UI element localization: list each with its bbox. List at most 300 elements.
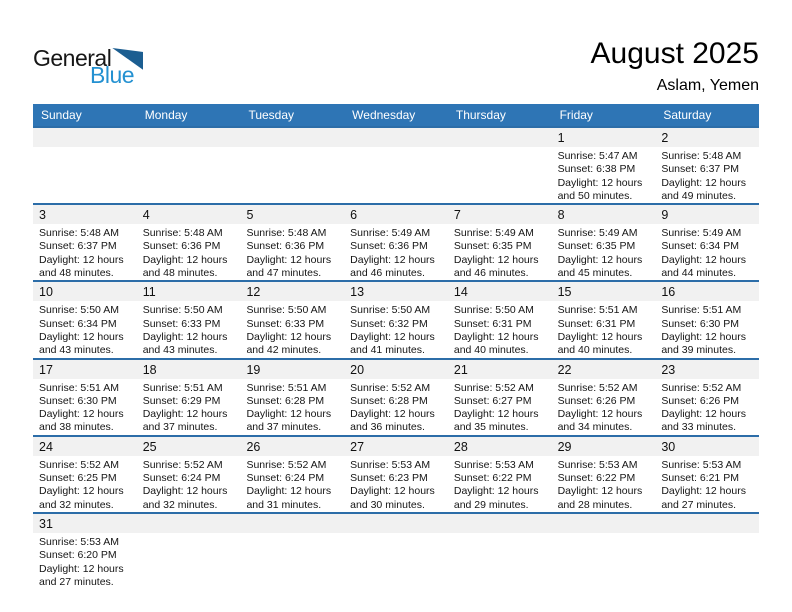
day-cell bbox=[240, 437, 344, 512]
day-cell bbox=[33, 128, 137, 203]
day-number: 19 bbox=[246, 362, 261, 377]
day-cell-text-line: Sunset: 6:31 PM bbox=[453, 317, 532, 330]
day-cell bbox=[344, 282, 448, 357]
day-details bbox=[655, 301, 759, 357]
day-cell-text-line: Daylight: 12 hours bbox=[661, 253, 746, 266]
day-cell-text-line: Daylight: 12 hours bbox=[246, 485, 332, 498]
day-cell bbox=[240, 360, 344, 435]
day-cell bbox=[552, 360, 656, 435]
day-cell-text-line: Sunrise: 5:53 AM bbox=[453, 458, 534, 471]
day-cell-text-line: Sunrise: 5:49 AM bbox=[661, 227, 742, 240]
day-cell-text-line: Sunset: 6:23 PM bbox=[350, 472, 428, 485]
day-number-strip bbox=[655, 128, 759, 147]
day-cell-text-line: and 32 minutes. bbox=[142, 498, 218, 511]
day-number-strip bbox=[655, 205, 759, 224]
day-details bbox=[33, 533, 137, 589]
day-cell-text-line: Daylight: 12 hours bbox=[661, 408, 746, 421]
day-cell-text-line: Sunset: 6:25 PM bbox=[39, 472, 117, 485]
day-cell-text-line: Sunrise: 5:53 AM bbox=[661, 458, 742, 471]
day-details bbox=[344, 224, 448, 280]
day-cell-text-line: Daylight: 12 hours bbox=[246, 408, 332, 421]
day-cell bbox=[240, 128, 344, 203]
day-cell-text-line: Sunset: 6:21 PM bbox=[661, 472, 739, 485]
weekday-header-cell: Thursday bbox=[455, 108, 506, 122]
day-number: 31 bbox=[39, 516, 53, 531]
day-details bbox=[33, 301, 137, 357]
day-cell-text-line: Sunset: 6:37 PM bbox=[661, 163, 739, 176]
day-number-strip bbox=[33, 205, 137, 224]
calendar-grid bbox=[33, 104, 759, 600]
day-number-strip bbox=[344, 205, 448, 224]
day-cell bbox=[552, 514, 656, 600]
day-details bbox=[552, 224, 656, 280]
day-cell-text-line: Sunset: 6:33 PM bbox=[142, 317, 221, 330]
day-cell-text-line: and 50 minutes. bbox=[557, 189, 633, 202]
day-cell-text-line: and 38 minutes. bbox=[39, 421, 114, 434]
day-details bbox=[137, 379, 241, 435]
day-number: 3 bbox=[39, 208, 46, 223]
day-cell-text-line: Sunset: 6:22 PM bbox=[557, 472, 636, 485]
day-cell-text-line: Daylight: 12 hours bbox=[661, 485, 746, 498]
day-details bbox=[240, 224, 344, 280]
day-details bbox=[137, 147, 241, 150]
day-cell-text-line: and 34 minutes. bbox=[557, 421, 633, 434]
day-details bbox=[552, 379, 656, 435]
day-number: 18 bbox=[142, 362, 157, 377]
day-cell-text-line: Sunrise: 5:50 AM bbox=[142, 304, 223, 317]
day-cell bbox=[33, 205, 137, 280]
day-number-strip bbox=[552, 437, 656, 456]
day-number-strip bbox=[655, 282, 759, 301]
day-cell-text-line: and 37 minutes. bbox=[246, 421, 322, 434]
day-cell bbox=[137, 360, 241, 435]
day-details bbox=[552, 301, 656, 357]
day-number-strip bbox=[552, 282, 656, 301]
day-number-strip bbox=[448, 205, 552, 224]
day-cell bbox=[33, 514, 137, 600]
day-cell-text-line: Daylight: 12 hours bbox=[557, 253, 643, 266]
day-cell bbox=[448, 205, 552, 280]
day-cell bbox=[137, 128, 241, 203]
day-number-strip bbox=[344, 282, 448, 301]
day-cell bbox=[448, 128, 552, 203]
day-number-strip bbox=[240, 514, 344, 533]
day-number-strip bbox=[33, 514, 137, 533]
day-cell-text-line: Sunset: 6:34 PM bbox=[661, 240, 739, 253]
day-cell-text-line: Sunset: 6:32 PM bbox=[350, 317, 428, 330]
day-cell-text-line: Sunset: 6:34 PM bbox=[39, 317, 117, 330]
day-cell-text-line: Daylight: 12 hours bbox=[350, 330, 435, 343]
day-cell-text-line: and 39 minutes. bbox=[661, 344, 737, 357]
day-cell-text-line: Daylight: 12 hours bbox=[453, 330, 539, 343]
day-number: 26 bbox=[246, 439, 261, 454]
day-cell-text-line: and 43 minutes. bbox=[142, 344, 218, 357]
day-cell-text-line: Daylight: 12 hours bbox=[39, 253, 124, 266]
day-cell-text-line: Daylight: 12 hours bbox=[142, 408, 228, 421]
day-number-strip bbox=[655, 360, 759, 379]
day-details bbox=[344, 456, 448, 512]
day-number-strip bbox=[344, 437, 448, 456]
day-cell bbox=[33, 360, 137, 435]
day-number: 30 bbox=[661, 439, 676, 454]
day-number-strip bbox=[137, 360, 241, 379]
day-cell bbox=[552, 205, 656, 280]
day-cell-text-line: Sunrise: 5:52 AM bbox=[557, 381, 638, 394]
day-cell bbox=[655, 514, 759, 600]
day-cell-text-line: Sunrise: 5:47 AM bbox=[557, 150, 638, 162]
day-cell-text-line: Daylight: 12 hours bbox=[142, 330, 228, 343]
day-cell-text-line: Sunset: 6:36 PM bbox=[246, 240, 325, 253]
week-row bbox=[33, 358, 759, 435]
weekday-header-row bbox=[33, 104, 759, 126]
day-number: 1 bbox=[557, 131, 565, 145]
day-cell-text-line: Sunrise: 5:52 AM bbox=[142, 458, 223, 471]
day-cell-text-line: Daylight: 12 hours bbox=[557, 485, 643, 498]
week-row bbox=[33, 512, 759, 600]
day-number: 12 bbox=[246, 285, 261, 300]
day-cell-text-line: and 48 minutes. bbox=[39, 267, 114, 280]
day-cell bbox=[448, 437, 552, 512]
day-cell-text-line: and 43 minutes. bbox=[39, 344, 114, 357]
day-details bbox=[344, 533, 448, 536]
day-cell bbox=[448, 514, 552, 600]
day-number-strip bbox=[655, 514, 759, 533]
day-cell-text-line: Sunrise: 5:48 AM bbox=[246, 227, 327, 240]
day-cell-text-line: and 33 minutes. bbox=[661, 421, 737, 434]
day-number: 2 bbox=[661, 131, 669, 145]
day-number: 6 bbox=[350, 208, 358, 223]
day-cell-text-line: Sunrise: 5:51 AM bbox=[246, 381, 327, 394]
day-details bbox=[137, 224, 241, 280]
day-cell-text-line: Sunset: 6:28 PM bbox=[350, 394, 428, 407]
day-cell-text-line: Sunrise: 5:50 AM bbox=[350, 304, 431, 317]
day-number-strip bbox=[655, 437, 759, 456]
month-title: August 2025 bbox=[590, 37, 759, 70]
day-cell-text-line: Sunrise: 5:52 AM bbox=[350, 381, 431, 394]
day-details bbox=[33, 379, 137, 435]
day-cell-text-line: and 41 minutes. bbox=[350, 344, 425, 357]
day-cell bbox=[344, 128, 448, 203]
day-cell-text-line: and 45 minutes. bbox=[557, 267, 633, 280]
day-cell-text-line: Daylight: 12 hours bbox=[661, 330, 746, 343]
day-cell-text-line: Sunrise: 5:51 AM bbox=[39, 381, 119, 394]
day-number-strip bbox=[240, 437, 344, 456]
day-details bbox=[448, 533, 552, 536]
day-number-strip bbox=[33, 360, 137, 379]
day-cell bbox=[344, 514, 448, 600]
day-details bbox=[33, 224, 137, 280]
day-number-strip bbox=[137, 437, 241, 456]
day-number: 17 bbox=[39, 362, 53, 377]
day-cell-text-line: Sunset: 6:30 PM bbox=[39, 394, 117, 407]
day-cell bbox=[552, 437, 656, 512]
day-details bbox=[240, 147, 344, 150]
day-cell-text-line: Daylight: 12 hours bbox=[246, 330, 332, 343]
day-cell-text-line: Sunrise: 5:51 AM bbox=[661, 304, 742, 317]
day-cell-text-line: Daylight: 12 hours bbox=[453, 408, 539, 421]
day-cell-text-line: Sunrise: 5:52 AM bbox=[246, 458, 327, 471]
day-cell bbox=[655, 437, 759, 512]
day-details bbox=[448, 301, 552, 357]
day-cell bbox=[655, 205, 759, 280]
day-cell bbox=[552, 128, 656, 203]
day-details bbox=[448, 224, 552, 280]
day-number-strip bbox=[137, 514, 241, 533]
day-cell-text-line: and 49 minutes. bbox=[661, 189, 737, 202]
day-cell-text-line: Daylight: 12 hours bbox=[246, 253, 332, 266]
day-number: 16 bbox=[661, 285, 676, 300]
day-number: 7 bbox=[453, 208, 461, 223]
day-cell-text-line: Daylight: 12 hours bbox=[350, 408, 435, 421]
general-blue-logo bbox=[33, 46, 143, 86]
day-cell-text-line: Sunrise: 5:53 AM bbox=[557, 458, 638, 471]
day-details bbox=[344, 147, 448, 150]
day-number-strip bbox=[448, 128, 552, 147]
day-cell bbox=[137, 514, 241, 600]
day-cell-text-line: and 44 minutes. bbox=[661, 267, 737, 280]
day-cell-text-line: Sunrise: 5:50 AM bbox=[39, 304, 119, 317]
day-cell bbox=[240, 514, 344, 600]
day-cell-text-line: Sunrise: 5:53 AM bbox=[39, 535, 119, 548]
day-cell-text-line: and 27 minutes. bbox=[661, 498, 737, 511]
day-number: 9 bbox=[661, 208, 669, 223]
day-cell bbox=[137, 205, 241, 280]
week-row bbox=[33, 280, 759, 357]
day-cell-text-line: Sunrise: 5:50 AM bbox=[246, 304, 327, 317]
day-details bbox=[137, 533, 241, 536]
day-number: 25 bbox=[142, 439, 157, 454]
day-cell-text-line: Sunrise: 5:52 AM bbox=[661, 381, 742, 394]
day-number-strip bbox=[448, 514, 552, 533]
weekday-header-cell: Friday bbox=[559, 108, 593, 122]
day-number-strip bbox=[240, 282, 344, 301]
day-number: 11 bbox=[142, 285, 156, 300]
day-cell-text-line: and 46 minutes. bbox=[453, 267, 529, 280]
day-number-strip bbox=[344, 514, 448, 533]
day-cell-text-line: and 28 minutes. bbox=[557, 498, 633, 511]
logo-word-blue: Blue bbox=[90, 62, 135, 88]
day-cell-text-line: Daylight: 12 hours bbox=[350, 253, 435, 266]
day-details bbox=[448, 147, 552, 150]
day-details bbox=[655, 224, 759, 280]
calendar-weeks bbox=[33, 126, 759, 600]
day-details bbox=[240, 379, 344, 435]
day-cell-text-line: Sunrise: 5:50 AM bbox=[453, 304, 534, 317]
day-cell bbox=[33, 437, 137, 512]
day-cell-text-line: and 37 minutes. bbox=[142, 421, 218, 434]
day-cell-text-line: and 29 minutes. bbox=[453, 498, 529, 511]
day-details bbox=[33, 456, 137, 512]
day-number: 29 bbox=[557, 439, 572, 454]
day-cell bbox=[655, 360, 759, 435]
week-row bbox=[33, 435, 759, 512]
day-number-strip bbox=[33, 282, 137, 301]
day-number-strip bbox=[137, 128, 241, 147]
day-cell-text-line: Sunset: 6:26 PM bbox=[557, 394, 636, 407]
day-cell bbox=[240, 282, 344, 357]
day-cell-text-line: and 46 minutes. bbox=[350, 267, 425, 280]
day-cell bbox=[655, 128, 759, 203]
day-cell-text-line: Sunset: 6:27 PM bbox=[453, 394, 532, 407]
day-details bbox=[552, 147, 656, 203]
day-number-strip bbox=[137, 282, 241, 301]
day-cell-text-line: Sunset: 6:20 PM bbox=[39, 549, 117, 562]
day-cell bbox=[240, 205, 344, 280]
day-cell-text-line: Sunset: 6:36 PM bbox=[142, 240, 221, 253]
day-number: 14 bbox=[453, 285, 468, 300]
day-details bbox=[240, 301, 344, 357]
day-cell-text-line: and 30 minutes. bbox=[350, 498, 425, 511]
day-details bbox=[33, 147, 137, 150]
day-number-strip bbox=[137, 205, 241, 224]
day-number: 4 bbox=[142, 208, 150, 223]
day-cell-text-line: Daylight: 12 hours bbox=[39, 330, 124, 343]
day-number-strip bbox=[448, 360, 552, 379]
day-cell-text-line: Sunset: 6:30 PM bbox=[661, 317, 739, 330]
day-details bbox=[344, 379, 448, 435]
weekday-header-cell: Monday bbox=[144, 108, 188, 122]
day-number: 24 bbox=[39, 439, 53, 454]
day-cell-text-line: Sunrise: 5:48 AM bbox=[39, 227, 119, 240]
day-details bbox=[137, 301, 241, 357]
day-cell-text-line: Sunrise: 5:52 AM bbox=[453, 381, 534, 394]
day-cell-text-line: and 35 minutes. bbox=[453, 421, 529, 434]
weekday-header-cell: Tuesday bbox=[248, 108, 295, 122]
day-cell-text-line: Daylight: 12 hours bbox=[453, 253, 539, 266]
day-cell-text-line: Sunrise: 5:49 AM bbox=[557, 227, 638, 240]
day-cell-text-line: Daylight: 12 hours bbox=[39, 485, 124, 498]
day-cell bbox=[137, 282, 241, 357]
day-details bbox=[655, 456, 759, 512]
day-number: 13 bbox=[350, 285, 365, 300]
week-row bbox=[33, 126, 759, 203]
day-number: 27 bbox=[350, 439, 365, 454]
day-cell-text-line: Sunset: 6:29 PM bbox=[142, 394, 221, 407]
day-number-strip bbox=[448, 282, 552, 301]
weekday-header-cell: Sunday bbox=[41, 108, 82, 122]
day-cell-text-line: Sunset: 6:24 PM bbox=[246, 472, 325, 485]
day-number-strip bbox=[240, 360, 344, 379]
day-number: 5 bbox=[246, 208, 254, 223]
day-cell-text-line: Sunset: 6:28 PM bbox=[246, 394, 325, 407]
day-cell-text-line: and 48 minutes. bbox=[142, 267, 218, 280]
day-cell-text-line: and 42 minutes. bbox=[246, 344, 322, 357]
day-cell bbox=[552, 282, 656, 357]
day-cell-text-line: Sunset: 6:36 PM bbox=[350, 240, 428, 253]
day-cell bbox=[33, 282, 137, 357]
day-number-strip bbox=[240, 205, 344, 224]
day-cell-text-line: Sunrise: 5:51 AM bbox=[557, 304, 638, 317]
day-cell bbox=[655, 282, 759, 357]
day-cell-text-line: Daylight: 12 hours bbox=[350, 485, 435, 498]
day-number-strip bbox=[240, 128, 344, 147]
day-cell-text-line: and 32 minutes. bbox=[39, 498, 114, 511]
day-cell-text-line: and 36 minutes. bbox=[350, 421, 425, 434]
day-cell-text-line: Sunrise: 5:49 AM bbox=[350, 227, 431, 240]
day-details bbox=[552, 456, 656, 512]
day-number: 15 bbox=[557, 285, 572, 300]
day-cell-text-line: Sunset: 6:35 PM bbox=[557, 240, 636, 253]
day-cell-text-line: Sunrise: 5:53 AM bbox=[350, 458, 431, 471]
day-cell-text-line: Daylight: 12 hours bbox=[39, 408, 124, 421]
day-details bbox=[655, 379, 759, 435]
weekday-header-cell: Wednesday bbox=[352, 108, 416, 122]
day-cell-text-line: Sunrise: 5:48 AM bbox=[142, 227, 223, 240]
day-details bbox=[137, 456, 241, 512]
day-cell bbox=[344, 205, 448, 280]
day-cell-text-line: Daylight: 12 hours bbox=[142, 253, 228, 266]
day-cell-text-line: Daylight: 12 hours bbox=[557, 408, 643, 421]
day-number: 22 bbox=[557, 362, 572, 377]
day-number-strip bbox=[552, 360, 656, 379]
day-cell-text-line: Daylight: 12 hours bbox=[661, 176, 746, 189]
day-number-strip bbox=[33, 128, 137, 147]
day-number-strip bbox=[552, 205, 656, 224]
day-cell-text-line: Daylight: 12 hours bbox=[557, 176, 643, 189]
day-cell-text-line: and 47 minutes. bbox=[246, 267, 322, 280]
day-number: 20 bbox=[350, 362, 365, 377]
day-details bbox=[448, 456, 552, 512]
day-cell-text-line: Sunset: 6:22 PM bbox=[453, 472, 532, 485]
location-subtitle: Aslam, Yemen bbox=[656, 77, 759, 94]
day-details bbox=[655, 147, 759, 203]
day-number: 21 bbox=[453, 362, 468, 377]
weekday-header-cell: Saturday bbox=[663, 108, 712, 122]
day-cell-text-line: Daylight: 12 hours bbox=[453, 485, 539, 498]
day-cell bbox=[344, 437, 448, 512]
day-cell bbox=[344, 360, 448, 435]
day-number-strip bbox=[344, 360, 448, 379]
day-details bbox=[344, 301, 448, 357]
day-cell bbox=[448, 360, 552, 435]
day-details bbox=[552, 533, 656, 536]
day-number: 23 bbox=[661, 362, 676, 377]
day-cell-text-line: Daylight: 12 hours bbox=[142, 485, 228, 498]
day-cell-text-line: Sunset: 6:26 PM bbox=[661, 394, 739, 407]
day-number: 10 bbox=[39, 285, 53, 300]
week-row bbox=[33, 203, 759, 280]
day-cell bbox=[448, 282, 552, 357]
day-details bbox=[240, 456, 344, 512]
day-details bbox=[655, 533, 759, 536]
day-number-strip bbox=[448, 437, 552, 456]
day-number-strip bbox=[552, 514, 656, 533]
day-cell-text-line: Sunset: 6:35 PM bbox=[453, 240, 532, 253]
day-cell-text-line: and 40 minutes. bbox=[557, 344, 633, 357]
logo-word-general: General bbox=[33, 45, 112, 71]
day-cell-text-line: Daylight: 12 hours bbox=[557, 330, 643, 343]
day-number-strip bbox=[552, 128, 656, 147]
day-cell-text-line: Sunrise: 5:51 AM bbox=[142, 381, 223, 394]
day-number-strip bbox=[33, 437, 137, 456]
day-cell-text-line: and 40 minutes. bbox=[453, 344, 529, 357]
day-cell-text-line: and 27 minutes. bbox=[39, 575, 114, 588]
day-details bbox=[448, 379, 552, 435]
day-details bbox=[240, 533, 344, 536]
day-number: 8 bbox=[557, 208, 565, 223]
day-cell-text-line: Sunset: 6:24 PM bbox=[142, 472, 221, 485]
day-cell-text-line: Sunrise: 5:48 AM bbox=[661, 150, 742, 162]
day-cell-text-line: and 31 minutes. bbox=[246, 498, 322, 511]
day-cell-text-line: Sunset: 6:31 PM bbox=[557, 317, 636, 330]
day-number: 28 bbox=[453, 439, 468, 454]
day-cell-text-line: Sunset: 6:33 PM bbox=[246, 317, 325, 330]
day-cell bbox=[137, 437, 241, 512]
day-cell-text-line: Sunrise: 5:52 AM bbox=[39, 458, 119, 471]
day-cell-text-line: Sunset: 6:37 PM bbox=[39, 240, 117, 253]
day-cell-text-line: Sunrise: 5:49 AM bbox=[453, 227, 534, 240]
day-number-strip bbox=[344, 128, 448, 147]
